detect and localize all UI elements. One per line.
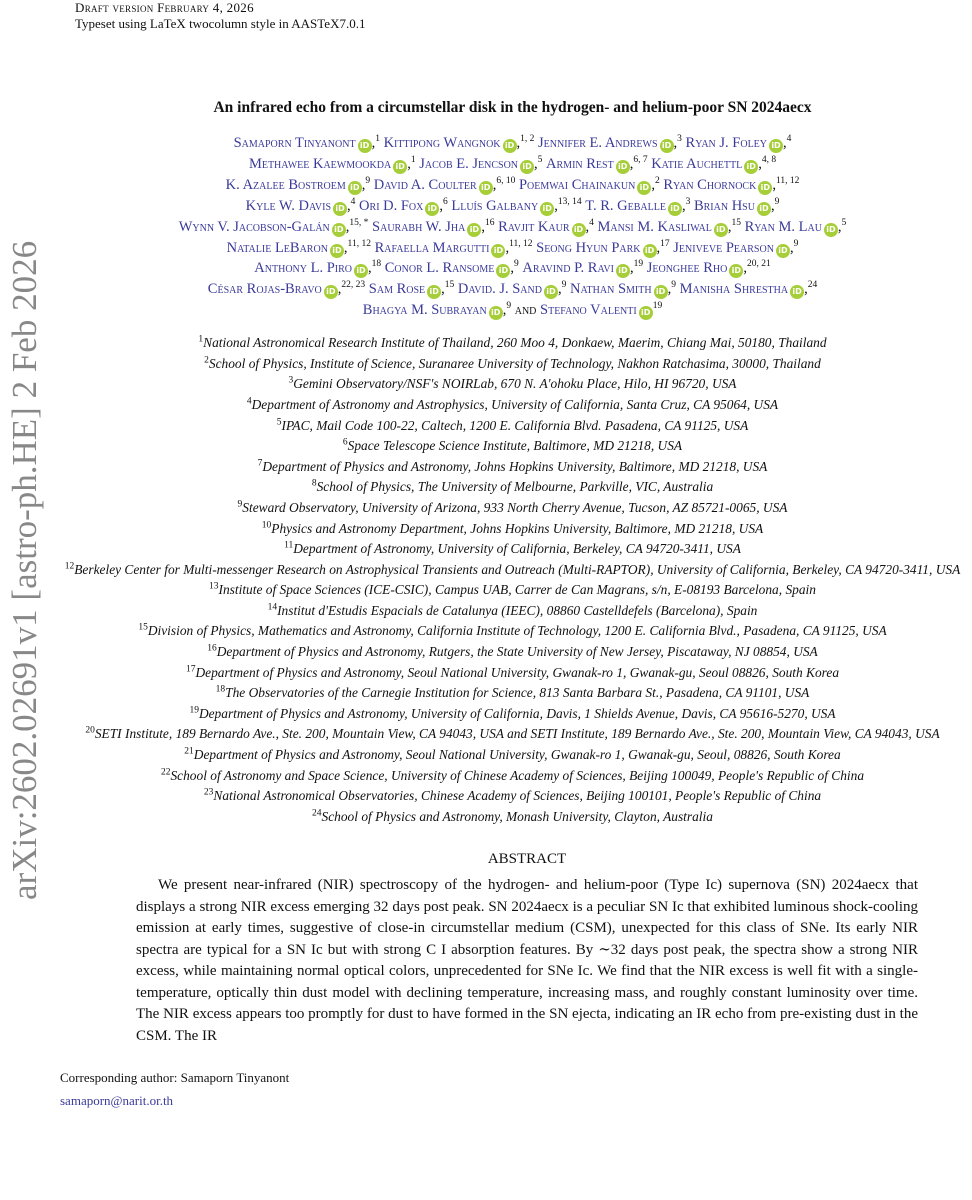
affiliation-text: Department of Physics and Astronomy, Rutgers, the State University of New Jersey, Piscataway, NJ 08854, USA — [216, 644, 818, 660]
author-name[interactable]: Saurabh W. Jha — [372, 218, 466, 235]
affiliation-number: 5 — [276, 417, 282, 428]
affiliation-text: School of Physics and Astronomy, Monash University, Clayton, Australia — [321, 808, 713, 824]
affiliation-number: 6 — [342, 437, 348, 448]
author-affiliation-number: 6, 10 — [496, 175, 516, 186]
affiliation-number: 12 — [64, 561, 75, 572]
affiliation — [55, 683, 970, 704]
orcid-icon[interactable]: iD — [354, 264, 368, 278]
author-affiliation-number: 1 — [375, 134, 380, 145]
orcid-icon[interactable]: iD — [660, 139, 674, 153]
author-name[interactable]: Manisha Shrestha — [679, 281, 789, 298]
author-name[interactable]: Methawee Kaewmookda — [248, 155, 392, 172]
author-affiliation-number: 13, 14 — [557, 196, 582, 207]
author-affiliation-number: 9 — [561, 280, 567, 291]
author-line: Methawee Kaewmookda iD ,$^1$ Jacob E. Jencson iD ,$^5$ Armin Rest iD ,$^{6, 7}$ Katie Auchettl iD ,$^{4, 8}$ — [248, 155, 777, 172]
orcid-icon[interactable]: iD — [758, 181, 772, 195]
affiliation-text: Institute of Space Sciences (ICE-CSIC), Campus UAB, Carrer de Can Magrans, s/n, E-08193 Barcelona, Spain — [218, 582, 816, 598]
affiliation-number: 9 — [237, 499, 243, 510]
affiliation — [55, 395, 970, 416]
author-name[interactable]: Armin Rest — [546, 155, 614, 172]
affiliation — [55, 786, 970, 807]
affiliation-number: 4 — [246, 396, 252, 407]
author-affiliation-number: 3 — [685, 196, 691, 207]
affiliation-number: 15 — [138, 623, 148, 633]
author-affiliation-number: 4 — [350, 196, 356, 207]
author-affiliation-number: 9 — [793, 238, 799, 249]
affiliation-text: Institut d'Estudis Espacials de Catalunya (IEEC), 08860 Castelldefels (Barcelona), Spain — [277, 602, 758, 618]
orcid-icon[interactable]: iD — [776, 244, 790, 258]
and-word: and — [514, 302, 537, 319]
author-name[interactable]: César Rojas-Bravo — [207, 281, 322, 298]
affiliation-text: National Astronomical Research Institute of Thailand, 260 Moo 4, Donkaew, Maerim, Chiang Mai, 50180, Thailand — [203, 335, 827, 351]
orcid-icon[interactable]: iD — [393, 160, 407, 174]
author-affiliation-number: 24 — [807, 280, 818, 291]
author-affiliation-number: 15, * — [349, 217, 369, 228]
orcid-icon[interactable]: iD — [769, 139, 783, 153]
author-name[interactable]: David A. Coulter — [373, 176, 477, 193]
author-name[interactable]: Jacob E. Jencson — [419, 155, 519, 172]
author-name[interactable]: Jennifer E. Andrews — [538, 135, 658, 151]
author-affiliation-number: 18 — [371, 259, 382, 270]
affiliation — [55, 374, 970, 395]
affiliation-number: 19 — [189, 705, 199, 716]
orcid-icon[interactable]: iD — [496, 264, 510, 278]
orcid-icon[interactable]: iD — [467, 223, 481, 237]
author-name[interactable]: T. R. Geballe — [585, 197, 666, 214]
arxiv-stamp[interactable]: arXiv:2602.02691v1 [astro-ph.HE] 2 Feb 2026 — [5, 240, 44, 900]
affiliation — [55, 416, 970, 437]
author-list — [55, 133, 970, 321]
affiliation-number: 13 — [209, 581, 219, 592]
author-name[interactable]: Katie Auchettl — [651, 155, 743, 172]
author-line: Wynn V. Jacobson-Galán iD ,$^{15, *}$ Saurabh W. Jha iD ,$^{16}$ Ravjit Kaur iD ,$^4$ Mansi M. Kasliwal iD ,$^{15}$ Ryan M. Lau iD ,$^5$ — [178, 217, 847, 235]
author-name[interactable]: Ryan Chornock — [663, 176, 757, 193]
affiliation-number: 1 — [198, 334, 204, 345]
author-name[interactable]: Stefano Valenti — [540, 302, 637, 319]
affiliation — [55, 601, 970, 622]
affiliation-text: SETI Institute, 189 Bernardo Ave., Ste. 200, Mountain View, CA 94043, USA and SETI Institute, 189 Bernardo Ave., Ste. 200, Mountain View, CA 94043, USA — [94, 726, 940, 742]
author-affiliation-number: 5 — [537, 155, 543, 166]
orcid-icon[interactable]: iD — [616, 160, 630, 174]
affiliation-text: Physics and Astronomy Department, Johns Hopkins University, Baltimore, MD 21218, USA — [271, 520, 764, 536]
orcid-icon[interactable]: iD — [358, 139, 372, 153]
orcid-icon[interactable]: iD — [333, 202, 347, 216]
affiliation-text: Department of Physics and Astronomy, Seoul National University, Gwanak-ro 1, Gwanak-gu, Seoul 08826, South Korea — [195, 664, 840, 680]
affiliation-number: 18 — [215, 684, 226, 695]
author-affiliation-number: 19 — [633, 259, 644, 270]
affiliation-text: Department of Astronomy and Astrophysics, University of California, Santa Cruz, CA 95064, USA — [251, 396, 779, 412]
author-name[interactable]: Kittipong Wangnok — [383, 135, 501, 151]
author-name[interactable]: Bhagya M. Subrayan — [362, 302, 487, 319]
orcid-icon[interactable]: iD — [668, 202, 682, 216]
author-affiliation-number: 15 — [731, 217, 741, 228]
author-affiliation-number: 11, 12 — [509, 238, 533, 249]
affiliation — [55, 436, 970, 457]
affiliation-number: 23 — [203, 787, 214, 798]
author-name[interactable]: Conor L. Ransome — [384, 260, 495, 277]
affiliation — [55, 642, 970, 663]
typeset-note: Typeset using LaTeX twocolumn style in AASTeX7.0.1 — [75, 16, 366, 31]
author-affiliation-number: 16 — [485, 217, 495, 228]
abstract-text: We present near-infrared (NIR) spectroscopy of the hydrogen- and helium-poor (Type Ic) supernova (SN) 2024aecx that displays a strong NIR excess emerging 32 days post peak. SN 2024aecx is a peculiar SN Ic that exhibited luminous shock-cooling emission at early times, suggestive of close-in circumstellar medium (CSM), unexpected for this class of SNe. Its early NIR spectra are typical for a SN Ic but with strong C I absorption features. By ∼32 days post peak, the spectra show a strong NIR excess, while maintaining normal optical colors, unprecedented for SNe Ic. We find that the NIR excess is well fit with a single-temperature, optically thin dust model with declining temperature, increasing mass, and roughly constant luminosity over time. The NIR excess appears too promptly for dust to have formed in the SN ejecta, indicating an IR echo from pre-existing dust in the CSM. The IR — [136, 877, 918, 1044]
orcid-icon[interactable]: iD — [714, 223, 728, 237]
affiliation-number: 16 — [207, 643, 217, 654]
author-line: Anthony L. Piro iD ,$^{18}$ Conor L. Ransome iD ,$^9$ Aravind P. Ravi iD ,$^{19}$ Jeonghee Rho iD ,$^{20, 21}$ — [254, 259, 771, 277]
affiliation-text: School of Astronomy and Space Science, University of Chinese Academy of Sciences, Beijing 100049, People's Republic of China — [170, 767, 865, 783]
orcid-icon[interactable]: iD — [503, 139, 517, 153]
orcid-icon[interactable]: iD — [790, 285, 804, 299]
author-affiliation-number: 2 — [654, 175, 660, 186]
author-name[interactable]: Samaporn Tinyanont — [233, 135, 356, 151]
orcid-icon[interactable]: iD — [643, 244, 657, 258]
author-affiliation-number: 20, 21 — [746, 259, 771, 270]
affiliation-text: Space Telescope Science Institute, Baltimore, MD 21218, USA — [347, 438, 683, 454]
affiliation — [55, 498, 970, 519]
affiliation — [55, 704, 970, 725]
author-affiliation-number: 3 — [677, 134, 682, 145]
affiliation — [55, 333, 970, 354]
author-affiliation-number: 22, 23 — [341, 280, 366, 291]
affiliation-text: Department of Physics and Astronomy, Johns Hopkins University, Baltimore, MD 21218, USA — [262, 458, 768, 474]
affiliation — [55, 457, 970, 478]
orcid-icon[interactable]: iD — [639, 306, 653, 320]
orcid-icon[interactable]: iD — [348, 181, 362, 195]
author-affiliation-number: 9 — [514, 259, 519, 270]
orcid-icon[interactable]: iD — [332, 223, 346, 237]
author-line: Bhagya M. Subrayan iD ,$^9$ and Stefano Valenti $iD^{19}$ — [362, 301, 663, 319]
orcid-icon[interactable]: iD — [654, 285, 668, 299]
affiliation-number: 14 — [267, 602, 278, 613]
author-name[interactable]: K. Azalee Bostroem — [225, 176, 346, 193]
author-affiliation-number: 17 — [660, 238, 670, 249]
author-name[interactable]: Mansi M. Kasliwal — [597, 218, 712, 235]
author-name[interactable]: Lluís Galbany — [451, 197, 539, 214]
author-affiliation-number: 9 — [506, 301, 512, 312]
author-name[interactable]: Jeniveve Pearson — [673, 239, 774, 256]
author-line: César Rojas-Bravo iD ,$^{22, 23}$ Sam Rose iD ,$^{15}$ David. J. Sand iD ,$^9$ Nathan Smith iD ,$^9$ Manisha Shrestha iD ,$^{24}$ — [207, 280, 818, 298]
affiliation — [55, 580, 970, 601]
orcid-icon[interactable]: iD — [744, 160, 758, 174]
author-name[interactable]: Seong Hyun Park — [536, 239, 641, 256]
affiliation-number: 7 — [257, 458, 263, 469]
affiliation-text: The Observatories of the Carnegie Institution for Science, 813 Santa Barbara St., Pasadena, CA 91101, USA — [225, 685, 810, 701]
orcid-icon[interactable]: iD — [489, 306, 503, 320]
author-name[interactable]: Anthony L. Piro — [254, 260, 353, 277]
author-affiliation-number: 9 — [365, 175, 371, 186]
page-column — [55, 0, 970, 1110]
author-affiliation-number: 15 — [444, 280, 455, 291]
affiliation — [55, 354, 970, 375]
orcid-icon[interactable]: iD — [540, 202, 554, 216]
affiliation — [55, 519, 970, 540]
affiliation — [55, 663, 970, 684]
author-affiliation-number: 9 — [774, 196, 780, 207]
author-affiliation-number: 4 — [786, 134, 792, 145]
author-name[interactable]: Kyle W. Davis — [245, 197, 332, 214]
author-name[interactable]: Aravind P. Ravi — [522, 260, 614, 277]
author-line: Kyle W. Davis iD ,$^4$ Ori D. Fox iD ,$^6$ Lluís Galbany iD ,$^{13, 14}$ T. R. Geballe iD ,$^3$ Brian Hsu iD ,$^9$ — [245, 196, 780, 214]
author-line: K. Azalee Bostroem iD ,$^9$ David A. Coulter iD ,$^{6, 10}$ Poemwai Chainakun iD ,$^2$ Ryan Chornock iD ,$^{11, 12}$ — [225, 175, 800, 193]
affiliation-text: Department of Physics and Astronomy, University of California, Davis, 1 Shields Avenue, Davis, CA 95616-5270, USA — [198, 705, 836, 721]
author-affiliation-number: 11, 12 — [347, 238, 371, 249]
affiliation-list — [55, 333, 970, 827]
orcid-icon[interactable]: iD — [427, 285, 441, 299]
author-affiliation-number: 1 — [410, 155, 416, 166]
affiliation — [55, 745, 970, 766]
affiliation-number: 3 — [288, 375, 294, 386]
author-affiliation-number: 9 — [671, 280, 676, 291]
affiliation-number: 24 — [312, 808, 322, 819]
affiliation-number: 10 — [261, 520, 272, 531]
orcid-icon[interactable]: iD — [425, 202, 439, 216]
author-affiliation-number: 4, 8 — [761, 155, 777, 166]
orcid-icon[interactable]: iD — [330, 244, 344, 258]
affiliation — [55, 766, 970, 787]
author-line: Natalie LeBaron iD ,$^{11, 12}$ Rafaella Margutti iD ,$^{11, 12}$ Seong Hyun Park iD ,$^{17}$ Jeniveve Pearson iD ,$^9$ — [226, 238, 799, 256]
affiliation — [55, 560, 970, 581]
affiliation-text: School of Physics, The University of Melbourne, Parkville, VIC, Australia — [316, 479, 714, 495]
author-affiliation-number: 6 — [443, 196, 448, 207]
orcid-icon[interactable]: iD — [616, 264, 630, 278]
author-name[interactable]: Poemwai Chainakun — [518, 176, 636, 193]
orcid-icon[interactable]: iD — [729, 264, 743, 278]
author-affiliation-number: 19 — [652, 301, 663, 312]
draft-version: Draft version February 4, 2026 — [75, 0, 254, 15]
orcid-icon[interactable]: iD — [324, 285, 338, 299]
affiliation-number: 21 — [184, 746, 194, 757]
author-name[interactable]: Wynn V. Jacobson-Galán — [178, 218, 330, 235]
affiliation-text: Division of Physics, Mathematics and Astronomy, California Institute of Technology, 1200 E. California Blvd., Pasadena, CA 91125, USA — [147, 623, 887, 639]
author-line: Samaporn Tinyanont iD ,$^1$ Kittipong Wangnok iD ,$^{1, 2}$ Jennifer E. Andrews iD ,$^3$ Ryan J. Foley iD ,$^4$ — [233, 134, 792, 151]
author-name[interactable]: Ori D. Fox — [359, 197, 424, 214]
email-link[interactable]: samaporn@narit.or.th — [60, 1093, 174, 1109]
author-name[interactable]: Jeonghee Rho — [646, 260, 728, 277]
affiliation — [55, 477, 970, 498]
abstract-heading: ABSTRACT — [487, 851, 567, 868]
orcid-icon[interactable]: iD — [637, 181, 651, 195]
orcid-icon[interactable]: iD — [520, 160, 534, 174]
author-affiliation-number: 6, 7 — [633, 155, 648, 166]
affiliation — [55, 807, 970, 828]
orcid-icon[interactable]: iD — [479, 181, 493, 195]
affiliation-text: IPAC, Mail Code 100-22, Caltech, 1200 E. California Blvd. Pasadena, CA 91125, USA — [281, 417, 749, 433]
author-name[interactable]: Ravjit Kaur — [498, 218, 570, 235]
author-name[interactable]: Ryan M. Lau — [744, 218, 822, 235]
affiliation-text: Department of Astronomy, University of California, Berkeley, CA 94720-3411, USA — [293, 541, 741, 557]
affiliation-text: Gemini Observatory/NSF's NOIRLab, 670 N. A'ohoku Place, Hilo, HI 96720, USA — [293, 376, 737, 392]
author-name[interactable]: Sam Rose — [368, 281, 426, 298]
author-name[interactable]: Natalie LeBaron — [226, 239, 328, 256]
affiliation-text: Berkeley Center for Multi-messenger Research on Astrophysical Transients and Outreach (Multi-RAPTOR), University of California, Berkeley, CA 94720-3411, USA — [74, 561, 961, 577]
orcid-icon[interactable]: iD — [491, 244, 505, 258]
affiliation-text: National Astronomical Observatories, Chinese Academy of Sciences, Beijing 100101, People's Republic of China — [213, 788, 822, 804]
author-affiliation-number: 1, 2 — [520, 134, 535, 145]
corresponding-author: Corresponding author: Samaporn Tinyanont — [60, 1070, 290, 1086]
affiliation-text: Department of Physics and Astronomy, Seoul National University, Gwanak-ro 1, Gwanak-gu, Seoul, 08826, South Korea — [193, 747, 841, 763]
author-affiliation-number: 11, 12 — [775, 175, 800, 186]
affiliation-number: 22 — [160, 767, 171, 778]
author-name[interactable]: Ryan J. Foley — [685, 135, 768, 151]
affiliation-number: 2 — [204, 355, 209, 366]
affiliation-number: 11 — [284, 540, 294, 551]
author-affiliation-number: 5 — [841, 217, 847, 228]
affiliation-number: 8 — [311, 478, 317, 489]
affiliation-number: 20 — [85, 725, 95, 736]
paper-title: An infrared echo from a circumstellar disk in the hydrogen- and helium-poor SN 2024aecx — [213, 99, 812, 116]
author-name[interactable]: Nathan Smith — [569, 281, 652, 298]
affiliation — [55, 539, 970, 560]
affiliation-text: Steward Observatory, University of Arizona, 933 North Cherry Avenue, Tucson, AZ 85721-0065, USA — [242, 499, 788, 515]
author-name[interactable]: Rafaella Margutti — [374, 239, 490, 256]
author-affiliation-number: 4 — [589, 217, 594, 228]
affiliation — [55, 621, 970, 642]
affiliation — [55, 724, 970, 745]
orcid-icon[interactable]: iD — [757, 202, 771, 216]
author-name[interactable]: David. J. Sand — [457, 281, 542, 298]
author-name[interactable]: Brian Hsu — [693, 197, 755, 214]
orcid-icon[interactable]: iD — [544, 285, 558, 299]
affiliation-number: 17 — [185, 664, 196, 675]
affiliation-text: School of Physics, Institute of Science, Suranaree University of Technology, Nakhon Ratchasima, 30000, Thailand — [208, 355, 821, 371]
orcid-icon[interactable]: iD — [572, 223, 586, 237]
orcid-icon[interactable]: iD — [824, 223, 838, 237]
